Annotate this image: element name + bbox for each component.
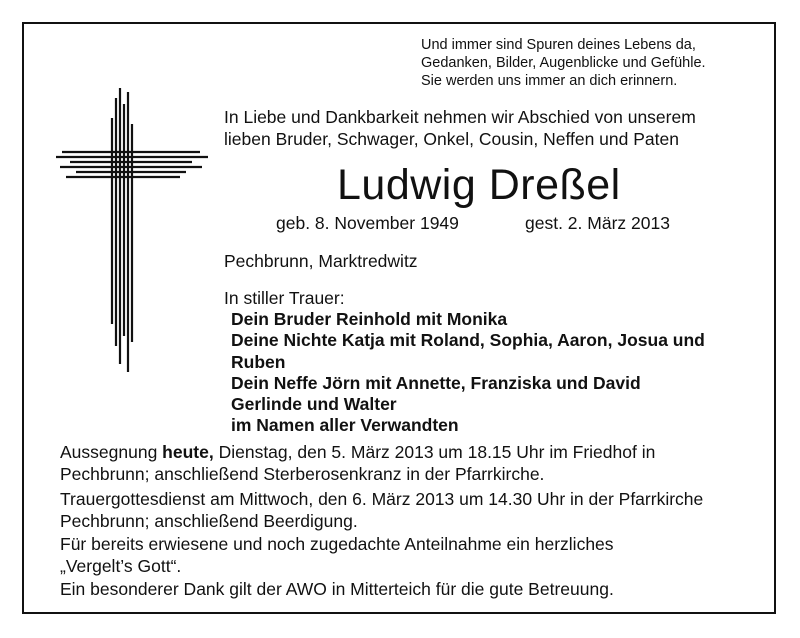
mourner-line: Dein Bruder Reinhold mit Monika [231, 309, 508, 329]
thanks-info [60, 534, 614, 577]
birth-date: geb. 8. November 1949 [276, 213, 459, 233]
mourner-line: Dein Neffe Jörn mit Annette, Franziska und David [231, 372, 641, 393]
deceased-name: Ludwig Dreßel [337, 161, 621, 209]
awo-thanks-line: Ein besonderer Dank gilt der AWO in Mitterteich für die gute Betreuung. [60, 579, 614, 599]
thanks-line-2: „Vergelt’s Gott“. [60, 555, 182, 576]
awo-thanks [60, 579, 614, 601]
mourner-line: Ruben [231, 351, 286, 372]
death-date: gest. 2. März 2013 [525, 213, 670, 233]
mourner-line: Deine Nichte Katja mit Roland, Sophia, Aaron, Josua und [231, 330, 705, 351]
blessing-today: heute, [162, 442, 214, 462]
blessing-line-1 [60, 442, 655, 464]
poem-line: Und immer sind Spuren deines Lebens da, [421, 37, 696, 53]
intro-line: lieben Bruder, Schwager, Onkel, Cousin, Neffen und Paten [224, 129, 679, 149]
intro-line: In Liebe und Dankbarkeit nehmen wir Abschied von unserem [224, 107, 696, 127]
service-line-1: Trauergottesdienst am Mittwoch, den 6. März 2013 um 14.30 Uhr in der Pfarrkirche [60, 489, 704, 509]
poem-verse [421, 36, 706, 90]
thanks-line-1: Für bereits erwiesene und noch zugedachte Anteilnahme ein herzliches [60, 534, 614, 554]
service-line-2: Pechbrunn; anschließend Beerdigung. [60, 510, 358, 531]
service-info [60, 489, 703, 532]
poem-line: Gedanken, Bilder, Augenblicke und Gefühle. [421, 55, 706, 71]
mourner-line: Gerlinde und Walter [231, 394, 397, 415]
mourning-heading: In stiller Trauer: [224, 288, 345, 308]
intro-text [224, 106, 696, 150]
residence: Pechbrunn, Marktredwitz [224, 251, 418, 271]
cross-icon [52, 84, 212, 374]
poem-line: Sie werden uns immer an dich erinnern. [421, 73, 678, 89]
mourner-line: im Namen aller Verwandten [231, 415, 459, 436]
blessing-rest: Dienstag, den 5. März 2013 um 18.15 Uhr im Friedhof in [213, 442, 656, 462]
blessing-line-2: Pechbrunn; anschließend Sterberosenkranz in der Pfarrkirche. [60, 463, 545, 484]
blessing-prefix: Aussegnung [60, 442, 163, 462]
mourners-list [231, 309, 705, 437]
blessing-info [60, 442, 655, 485]
